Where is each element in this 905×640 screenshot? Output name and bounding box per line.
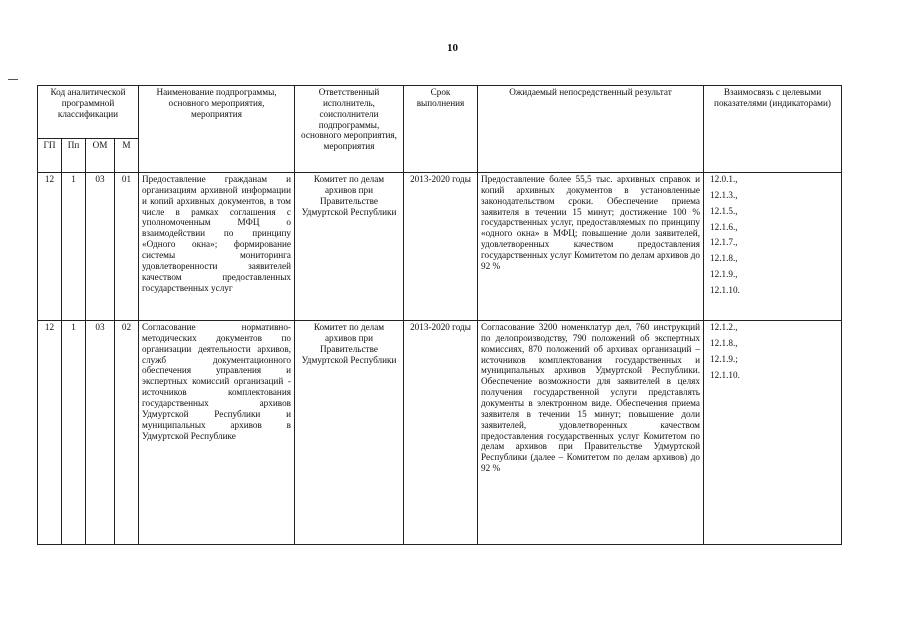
table-row	[38, 321, 842, 545]
indicator-item: 12.1.2.,	[710, 322, 738, 332]
cell-result: Предоставление более 55,5 тыс. архивных справок и копий архивных документов в установленные законодательством сроки. Обеспечение приема заявителя в течении 15 минут; достижение 100 % государственных услуг, предоставляемых по принципу «одного окна» в МФЦ; повышение доли заявителей, удовлетворенных качеством предоставления государственных услуг Комитетом по делам архивов до 92 %	[478, 173, 704, 321]
cell-executor: Комитет по делам архивов при Правительстве Удмуртской Республики	[295, 173, 404, 321]
header-om: ОМ	[86, 139, 115, 173]
indicator-item: 12.1.7.,	[710, 237, 738, 248]
cell-term: 2013-2020 годы	[404, 173, 478, 321]
cell-result: Согласование 3200 номенклатур дел, 760 инструкций по делопроизводству, 790 положений об экспертных комиссиях, 870 положений об архивах организаций – источников комплектования государственных и муниципальных архивов Удмуртской Республики. Обеспечение возможности для заявителей в целях получения государственной услуги представлять документы в электронном виде. Обеспечения приема заявителя в течении 15 минут; повышение доли заявителей, удовлетворенных качеством предоставления государственных услуг Комитетом по делам архивов при Правительстве Удмуртской Республики (далее – Комитетом по делам архивов) до 92 %	[478, 321, 704, 545]
indicator-item: 12.1.10.	[710, 369, 740, 380]
header-pp: Пп	[62, 139, 86, 173]
page-number: 10	[447, 42, 458, 54]
indicator-item: 12.1.9.;	[710, 353, 738, 364]
cell-pp: 1	[62, 321, 86, 545]
indicator-item: 12.1.5.,	[710, 205, 738, 216]
header-m: М	[115, 139, 139, 173]
indicator-item: 12.1.6.,	[710, 221, 738, 232]
cell-name: Предоставление гражданам и организациям архивной информации и копий архивных документов, в том числе в рамках соглашения с уполномоченным МФЦ о взаимодействии по принципу «Одного окна»; формирование системы мониторинга удовлетворенности заявителей качеством предоставленных государственных услуг	[139, 173, 295, 321]
cell-gp: 12	[38, 173, 62, 321]
header-indicators: Взаимосвязь с целевыми показателями (индикаторами)	[704, 86, 842, 173]
header-result: Ожидаемый непосредственный результат	[478, 86, 704, 173]
table-row	[38, 173, 842, 321]
margin-mark	[8, 79, 18, 80]
program-table	[37, 85, 842, 545]
indicator-item: 12.1.8.,	[710, 337, 738, 348]
cell-gp: 12	[38, 321, 62, 545]
cell-om: 03	[86, 321, 115, 545]
header-term: Срок выполнения	[404, 86, 478, 173]
cell-m: 02	[115, 321, 139, 545]
indicator-item: 12.1.8.,	[710, 253, 738, 264]
cell-indicators	[704, 321, 842, 545]
header-row-1	[38, 86, 842, 139]
indicator-item: 12.0.1.,	[710, 174, 738, 184]
cell-term: 2013-2020 годы	[404, 321, 478, 545]
header-name: Наименование подпрограммы, основного мероприятия, мероприятия	[139, 86, 295, 173]
cell-om: 03	[86, 173, 115, 321]
cell-executor: Комитет по делам архивов при Правительстве Удмуртской Республики	[295, 321, 404, 545]
cell-name: Согласование нормативно-методических документов по организации деятельности архивов, служб документационного обеспечения управления и экспертных комиссий организаций - источников комплектования государственных архивов Удмуртской Республики и муниципальных архивов в Удмуртской Республике	[139, 321, 295, 545]
cell-indicators	[704, 173, 842, 321]
indicator-item: 12.1.10.	[710, 285, 740, 296]
header-executor: Ответственный исполнитель, соисполнители подпрограммы, основного мероприятия, мероприятия	[295, 86, 404, 173]
indicator-item: 12.1.9.,	[710, 269, 738, 280]
header-gp: ГП	[38, 139, 62, 173]
cell-m: 01	[115, 173, 139, 321]
header-code-group: Код аналитической программной классификации	[38, 86, 139, 139]
cell-pp: 1	[62, 173, 86, 321]
indicator-item: 12.1.3.,	[710, 189, 738, 200]
